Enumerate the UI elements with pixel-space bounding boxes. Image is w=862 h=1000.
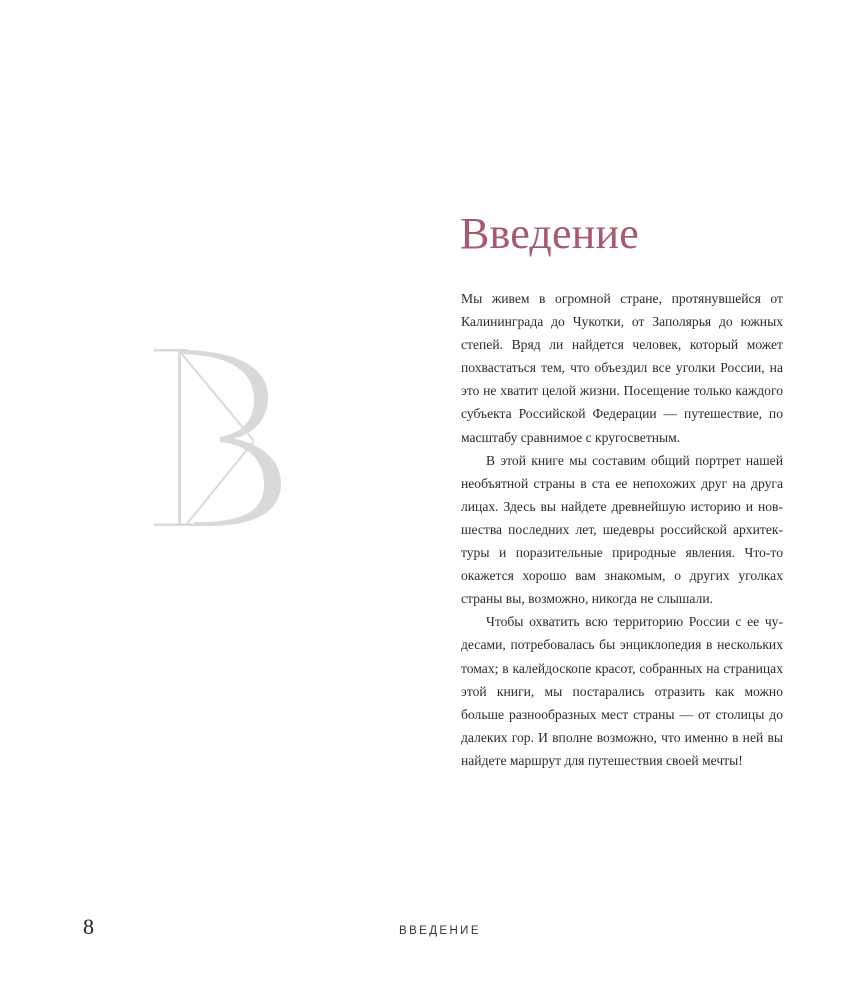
paragraph-2: В этой книге мы составим общий портрет нашей необъятной страны в ста ее непохожих друг на друга лицах. Здесь вы найдете древнейшую историю и новшества последних лет, шедевры российской архитектуры и поразительные природные явления. Что-то окажется хорошо вам знакомым, о других уголках страны вы, возможно, никогда не слышали. bbox=[461, 452, 783, 607]
running-head: ВВЕДЕНИЕ bbox=[399, 925, 481, 937]
decorative-initial-letter bbox=[150, 345, 285, 530]
chapter-title: Введение bbox=[460, 209, 639, 258]
page-number: 8 bbox=[83, 914, 94, 939]
paragraph-1: Мы живем в огромной стране, протянувшейся от Калининграда до Чукотки, от Заполярья до южных степей. Вряд ли найдется человек, который может похвастаться тем, что объездил все уголки России, на это не хватит целой жизни. Посещение только каждого субъекта Российской Федерации — путешествие, по масштабу сравнимое с кругосветным. bbox=[461, 291, 783, 445]
intro-text bbox=[461, 287, 783, 772]
paragraph-3: Чтобы охватить всю территорию России с ее чудесами, потребовалась бы энциклопедия в нескольких томах; в калейдоскопе красот, собранных на страницах этой книги, мы постарались отразить как можно больше разнообразных мест страны — от столицы до далеких гор. И вполне возможно, что именно в ней вы найдете маршрут для путешествия своей мечты! bbox=[461, 614, 783, 768]
